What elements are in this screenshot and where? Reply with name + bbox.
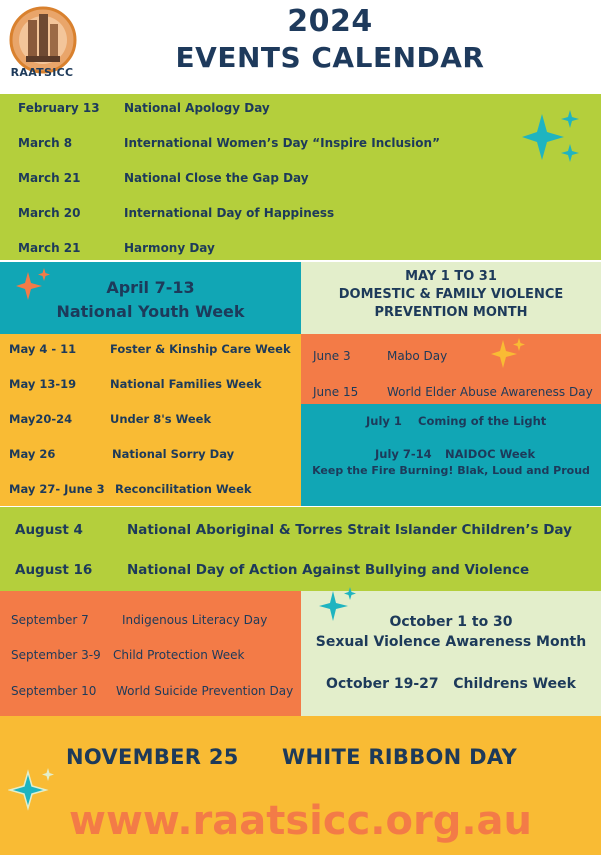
sparkle-icon (520, 106, 584, 170)
event-name: Mabo Day (387, 349, 448, 363)
event-name: National Day of Action Against Bullying and Violence (127, 562, 530, 578)
youth-week-section (0, 262, 301, 334)
event-name: Reconcilitation Week (115, 482, 252, 496)
event-name: Child Protection Week (113, 648, 245, 662)
event-name: Harmony Day (124, 241, 215, 255)
november-section (0, 716, 601, 855)
event-date: February 13 (18, 101, 100, 115)
event-date: July 1 (366, 414, 402, 428)
october-month-dates: October 1 to 30 (389, 614, 513, 630)
event-date: March 20 (18, 206, 81, 220)
event-name: Coming of the Light (418, 414, 547, 428)
event-date: September 7 (11, 613, 89, 627)
calendar-year: 2024 (287, 4, 373, 39)
event-date: September 10 (11, 684, 97, 698)
naidoc-theme: Keep the Fire Burning! Blak, Loud and Proud (312, 464, 590, 477)
dfv-title: DOMESTIC & FAMILY VIOLENCE (338, 287, 564, 302)
dfv-subtitle: PREVENTION MONTH (374, 305, 528, 320)
october-month-name: Sexual Violence Awareness Month (315, 634, 587, 650)
white-ribbon-name: WHITE RIBBON DAY (282, 745, 517, 769)
event-name: NAIDOC Week (445, 447, 536, 461)
event-date: March 21 (18, 171, 81, 185)
youth-week-dates: April 7-13 (106, 278, 195, 297)
event-name: Foster & Kinship Care Week (110, 342, 291, 356)
event-date: March 8 (18, 136, 73, 150)
event-date: May 4 - 11 (9, 342, 77, 356)
event-date: May 27- June 3 (9, 482, 105, 496)
event-name: World Suicide Prevention Day (116, 684, 294, 698)
september-events-section (0, 591, 301, 716)
event-name: World Elder Abuse Awareness Day (387, 385, 593, 399)
dfv-dates: MAY 1 TO 31 (405, 269, 497, 284)
dfv-month-section (301, 262, 601, 334)
white-ribbon-date: NOVEMBER 25 (66, 745, 239, 769)
early-events-section (0, 94, 601, 260)
event-date: July 7-14 (375, 447, 432, 461)
event-name: Indigenous Literacy Day (122, 613, 268, 627)
june-events-section (301, 334, 601, 404)
childrens-week: October 19-27 Childrens Week (326, 676, 576, 692)
october-events-section (301, 591, 601, 716)
event-date: May 13-19 (9, 377, 77, 391)
logo-text: RAATSICC (10, 66, 74, 79)
event-date: August 4 (15, 522, 83, 538)
event-date: June 3 (313, 349, 351, 363)
event-name: International Women’s Day “Inspire Inclusion” (124, 136, 440, 150)
header (0, 0, 601, 94)
event-name: National Close the Gap Day (124, 171, 309, 185)
event-name: International Day of Happiness (124, 206, 335, 220)
event-name: National Sorry Day (112, 447, 235, 461)
august-events-section (0, 507, 601, 591)
event-date: May 26 (9, 447, 56, 461)
event-date: June 15 (313, 385, 359, 399)
event-date: May20-24 (9, 412, 73, 426)
event-name: National Aboriginal & Torres Strait Islander Children’s Day (127, 522, 572, 538)
july-events-section (301, 404, 601, 506)
event-name: Under 8's Week (110, 412, 212, 426)
website-link[interactable]: www.raatsicc.org.au (69, 798, 532, 844)
event-date: August 16 (15, 562, 93, 578)
event-date: September 3-9 (11, 648, 101, 662)
calendar-title: EVENTS CALENDAR (175, 41, 485, 74)
event-date: March 21 (18, 241, 81, 255)
may-events-section (0, 334, 301, 506)
event-name: National Families Week (110, 377, 262, 391)
sparkle-icon (491, 336, 527, 370)
event-name: National Apology Day (124, 101, 270, 115)
youth-week-name: National Youth Week (56, 302, 245, 321)
